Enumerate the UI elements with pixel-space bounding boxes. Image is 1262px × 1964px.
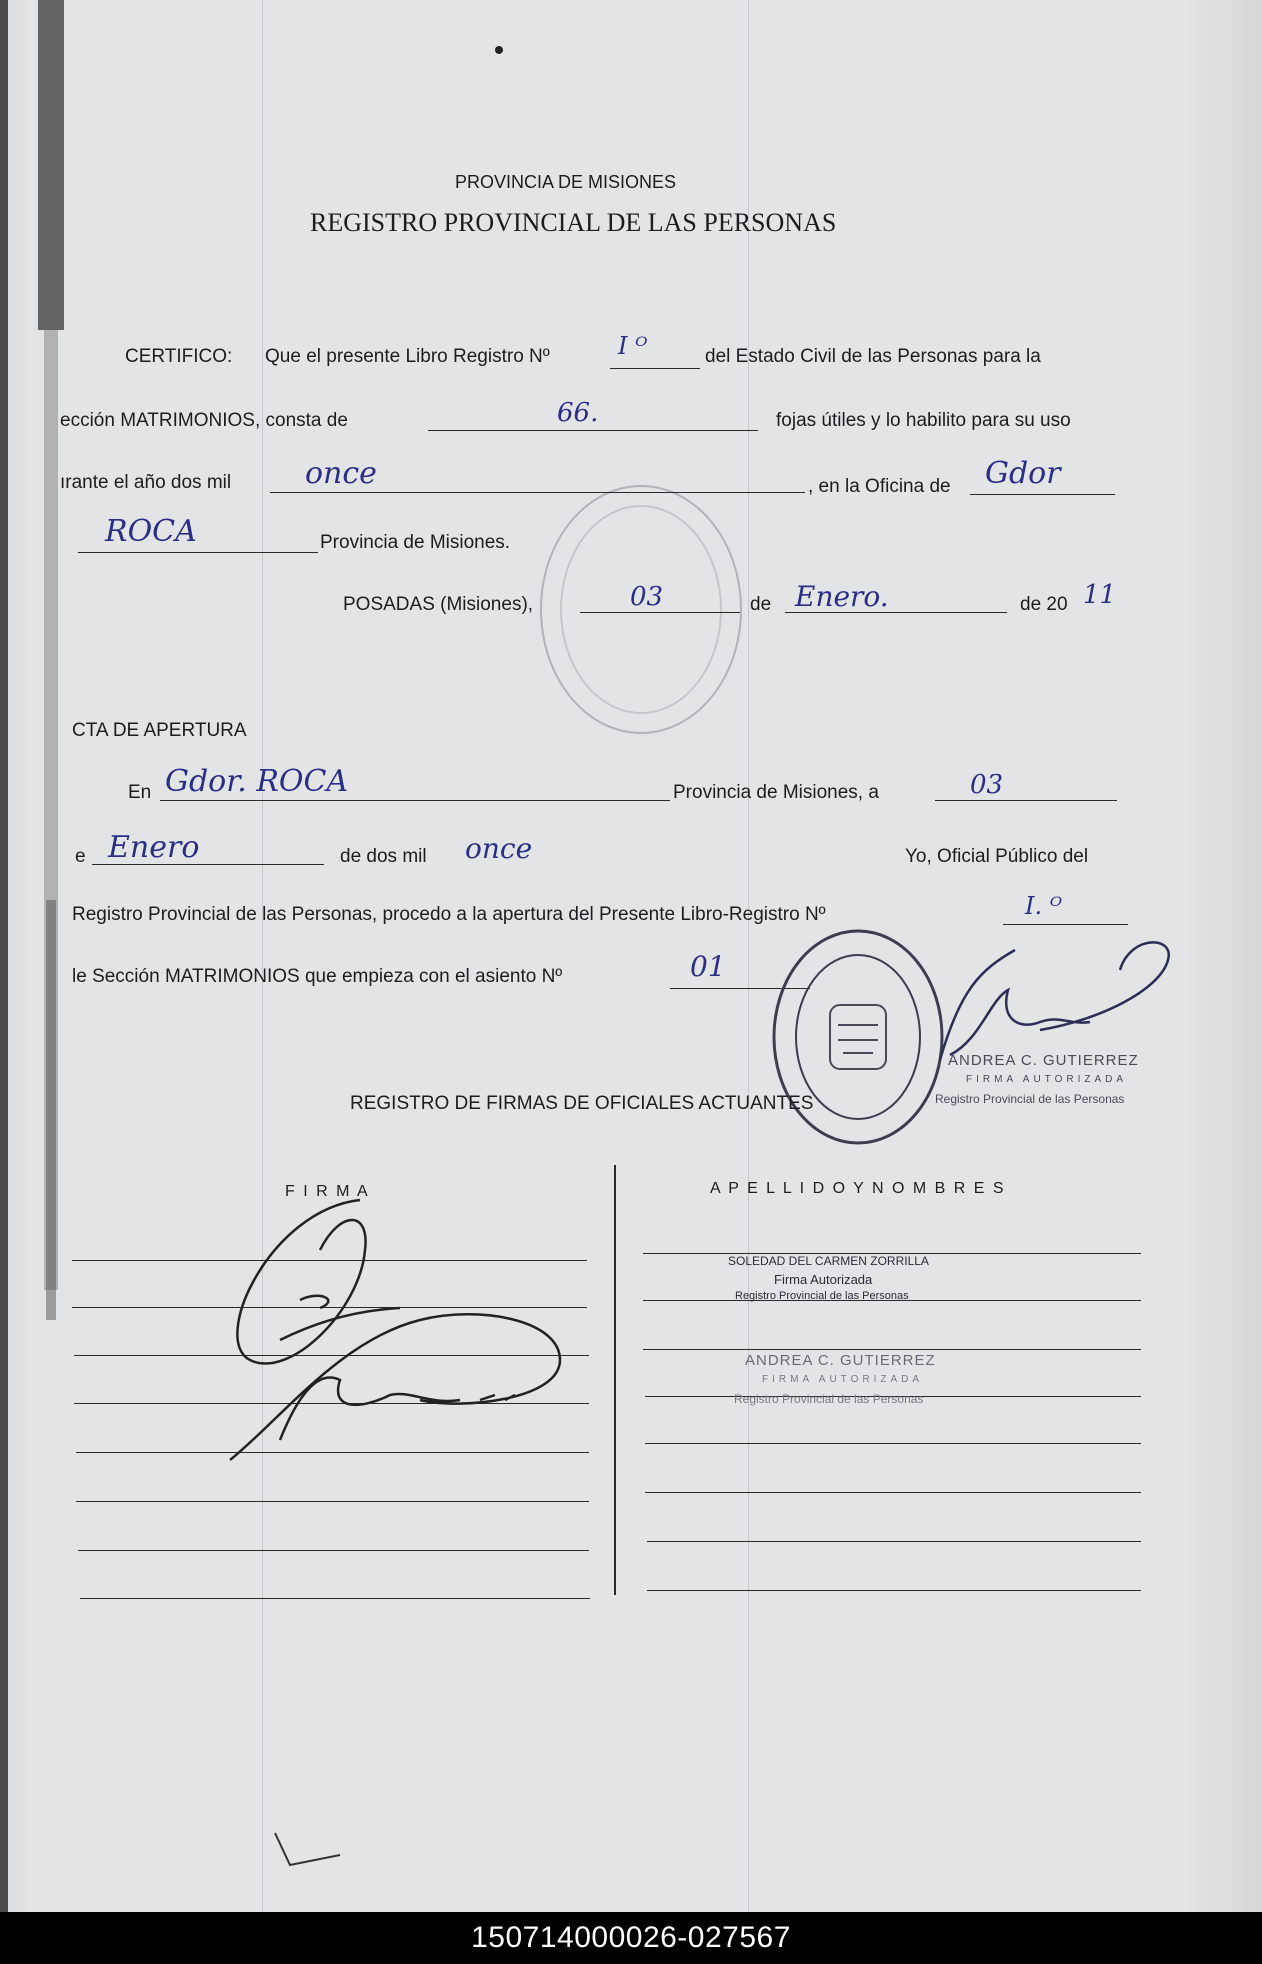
column-header-firma: F I R M A xyxy=(285,1183,370,1200)
acta-e-label: e xyxy=(75,846,86,867)
columns-divider xyxy=(614,1165,616,1595)
day-line xyxy=(580,612,740,613)
month-handwritten: Enero. xyxy=(795,580,889,613)
signatures-section-title: REGISTRO DE FIRMAS DE OFICIALES ACTUANTES xyxy=(350,1093,814,1114)
de-label: de xyxy=(750,594,772,615)
office-handwritten-b: ROCA xyxy=(105,514,197,549)
cert-text-3b: , en la Oficina de xyxy=(808,476,951,497)
office-line-b xyxy=(78,552,318,553)
name-line xyxy=(647,1541,1141,1542)
folios-handwritten: 66. xyxy=(557,398,599,428)
scan-edge-shadow xyxy=(0,0,70,1912)
acta-book-number-line xyxy=(1003,924,1128,925)
office-line-a xyxy=(970,494,1115,495)
acta-title: CTA DE APERTURA xyxy=(72,720,247,741)
province-heading: PROVINCIA DE MISIONES xyxy=(455,172,677,192)
acta-province-text: Provincia de Misiones, a xyxy=(673,782,879,803)
cert-text-2b: fojas útiles y lo habilito para su uso xyxy=(776,410,1071,431)
name-line xyxy=(643,1349,1141,1350)
name-line xyxy=(647,1590,1141,1591)
cert-text-1b: del Estado Civil de las Personas para la xyxy=(705,346,1041,367)
month-line xyxy=(785,612,1007,613)
acta-line3-text: Registro Provincial de las Personas, procedo a la apertura del Presente Libro-Registro Nº xyxy=(72,904,826,925)
cert-text-4: Provincia de Misiones. xyxy=(320,532,511,553)
check-mark xyxy=(270,1825,350,1875)
third-stamp-registry: Registro Provincial de las Personas xyxy=(734,1392,924,1406)
acta-de-dos-mil: de dos mil xyxy=(340,846,427,867)
document-id-footer: 150714000026-027567 xyxy=(0,1912,1262,1964)
acta-month-line xyxy=(92,864,324,865)
cert-text-3: ırante el año dos mil xyxy=(60,472,232,493)
year-words-handwritten: once xyxy=(305,456,377,491)
acta-day-handwritten: 03 xyxy=(970,770,1004,800)
cert-text-2: ección MATRIMONIOS, consta de xyxy=(60,410,348,431)
official-stamp-name: ANDREA C. GUTIERREZ xyxy=(948,1052,1139,1069)
acta-day-line xyxy=(935,800,1117,801)
book-number-handwritten: I ᴼ xyxy=(618,332,648,360)
folios-line xyxy=(428,430,758,431)
acta-en-label: En xyxy=(128,782,152,803)
signature-line xyxy=(80,1598,590,1599)
ink-dot xyxy=(495,46,503,54)
second-stamp-registry: Registro Provincial de las Personas xyxy=(735,1290,909,1302)
office-handwritten-a: Gdor xyxy=(985,456,1061,491)
place-date-label: POSADAS (Misiones), xyxy=(343,594,534,615)
name-line xyxy=(645,1492,1141,1493)
fold-line xyxy=(748,0,749,1912)
cert-text-1: Que el presente Libro Registro Nº xyxy=(265,346,550,367)
registry-heading: REGISTRO PROVINCIAL DE LAS PERSONAS xyxy=(310,208,837,237)
cert-label: CERTIFICO: xyxy=(125,346,233,367)
year-suffix-handwritten: 11 xyxy=(1083,580,1117,610)
acta-month-handwritten: Enero xyxy=(108,830,200,865)
fold-line xyxy=(262,0,263,1912)
acta-place-handwritten: Gdor. ROCA xyxy=(165,764,349,799)
third-stamp-role: FIRMA AUTORIZADA xyxy=(762,1374,924,1385)
name-line xyxy=(645,1443,1141,1444)
acta-book-number-handwritten: I. ᴼ xyxy=(1025,892,1063,920)
acta-entry-handwritten: 01 xyxy=(690,950,726,983)
official-stamp-registry: Registro Provincial de las Personas xyxy=(935,1092,1125,1106)
acta-yo-text: Yo, Oficial Público del xyxy=(905,846,1089,867)
signature-line xyxy=(76,1501,589,1502)
acta-year-words-handwritten: once xyxy=(465,832,533,865)
second-stamp-name: SOLEDAD DEL CARMEN ZORRILLA xyxy=(728,1254,929,1268)
signature-line xyxy=(78,1550,589,1551)
day-handwritten: 03 xyxy=(630,582,664,612)
signature-handwritten-2 xyxy=(220,1300,580,1470)
third-stamp-name: ANDREA C. GUTIERREZ xyxy=(745,1352,936,1369)
year-words-line xyxy=(270,492,805,493)
acta-line4-text: le Sección MATRIMONIOS que empieza con el asiento Nº xyxy=(72,966,563,987)
book-number-line xyxy=(610,368,700,369)
year-prefix-label: de 20 xyxy=(1020,594,1068,615)
official-stamp-role: FIRMA AUTORIZADA xyxy=(966,1074,1128,1085)
acta-place-line xyxy=(160,800,670,801)
official-signature xyxy=(920,930,1180,1080)
second-stamp-role: Firma Autorizada xyxy=(774,1272,873,1287)
column-header-apellido-nombres: A P E L L I D O Y N O M B R E S xyxy=(710,1180,1006,1197)
